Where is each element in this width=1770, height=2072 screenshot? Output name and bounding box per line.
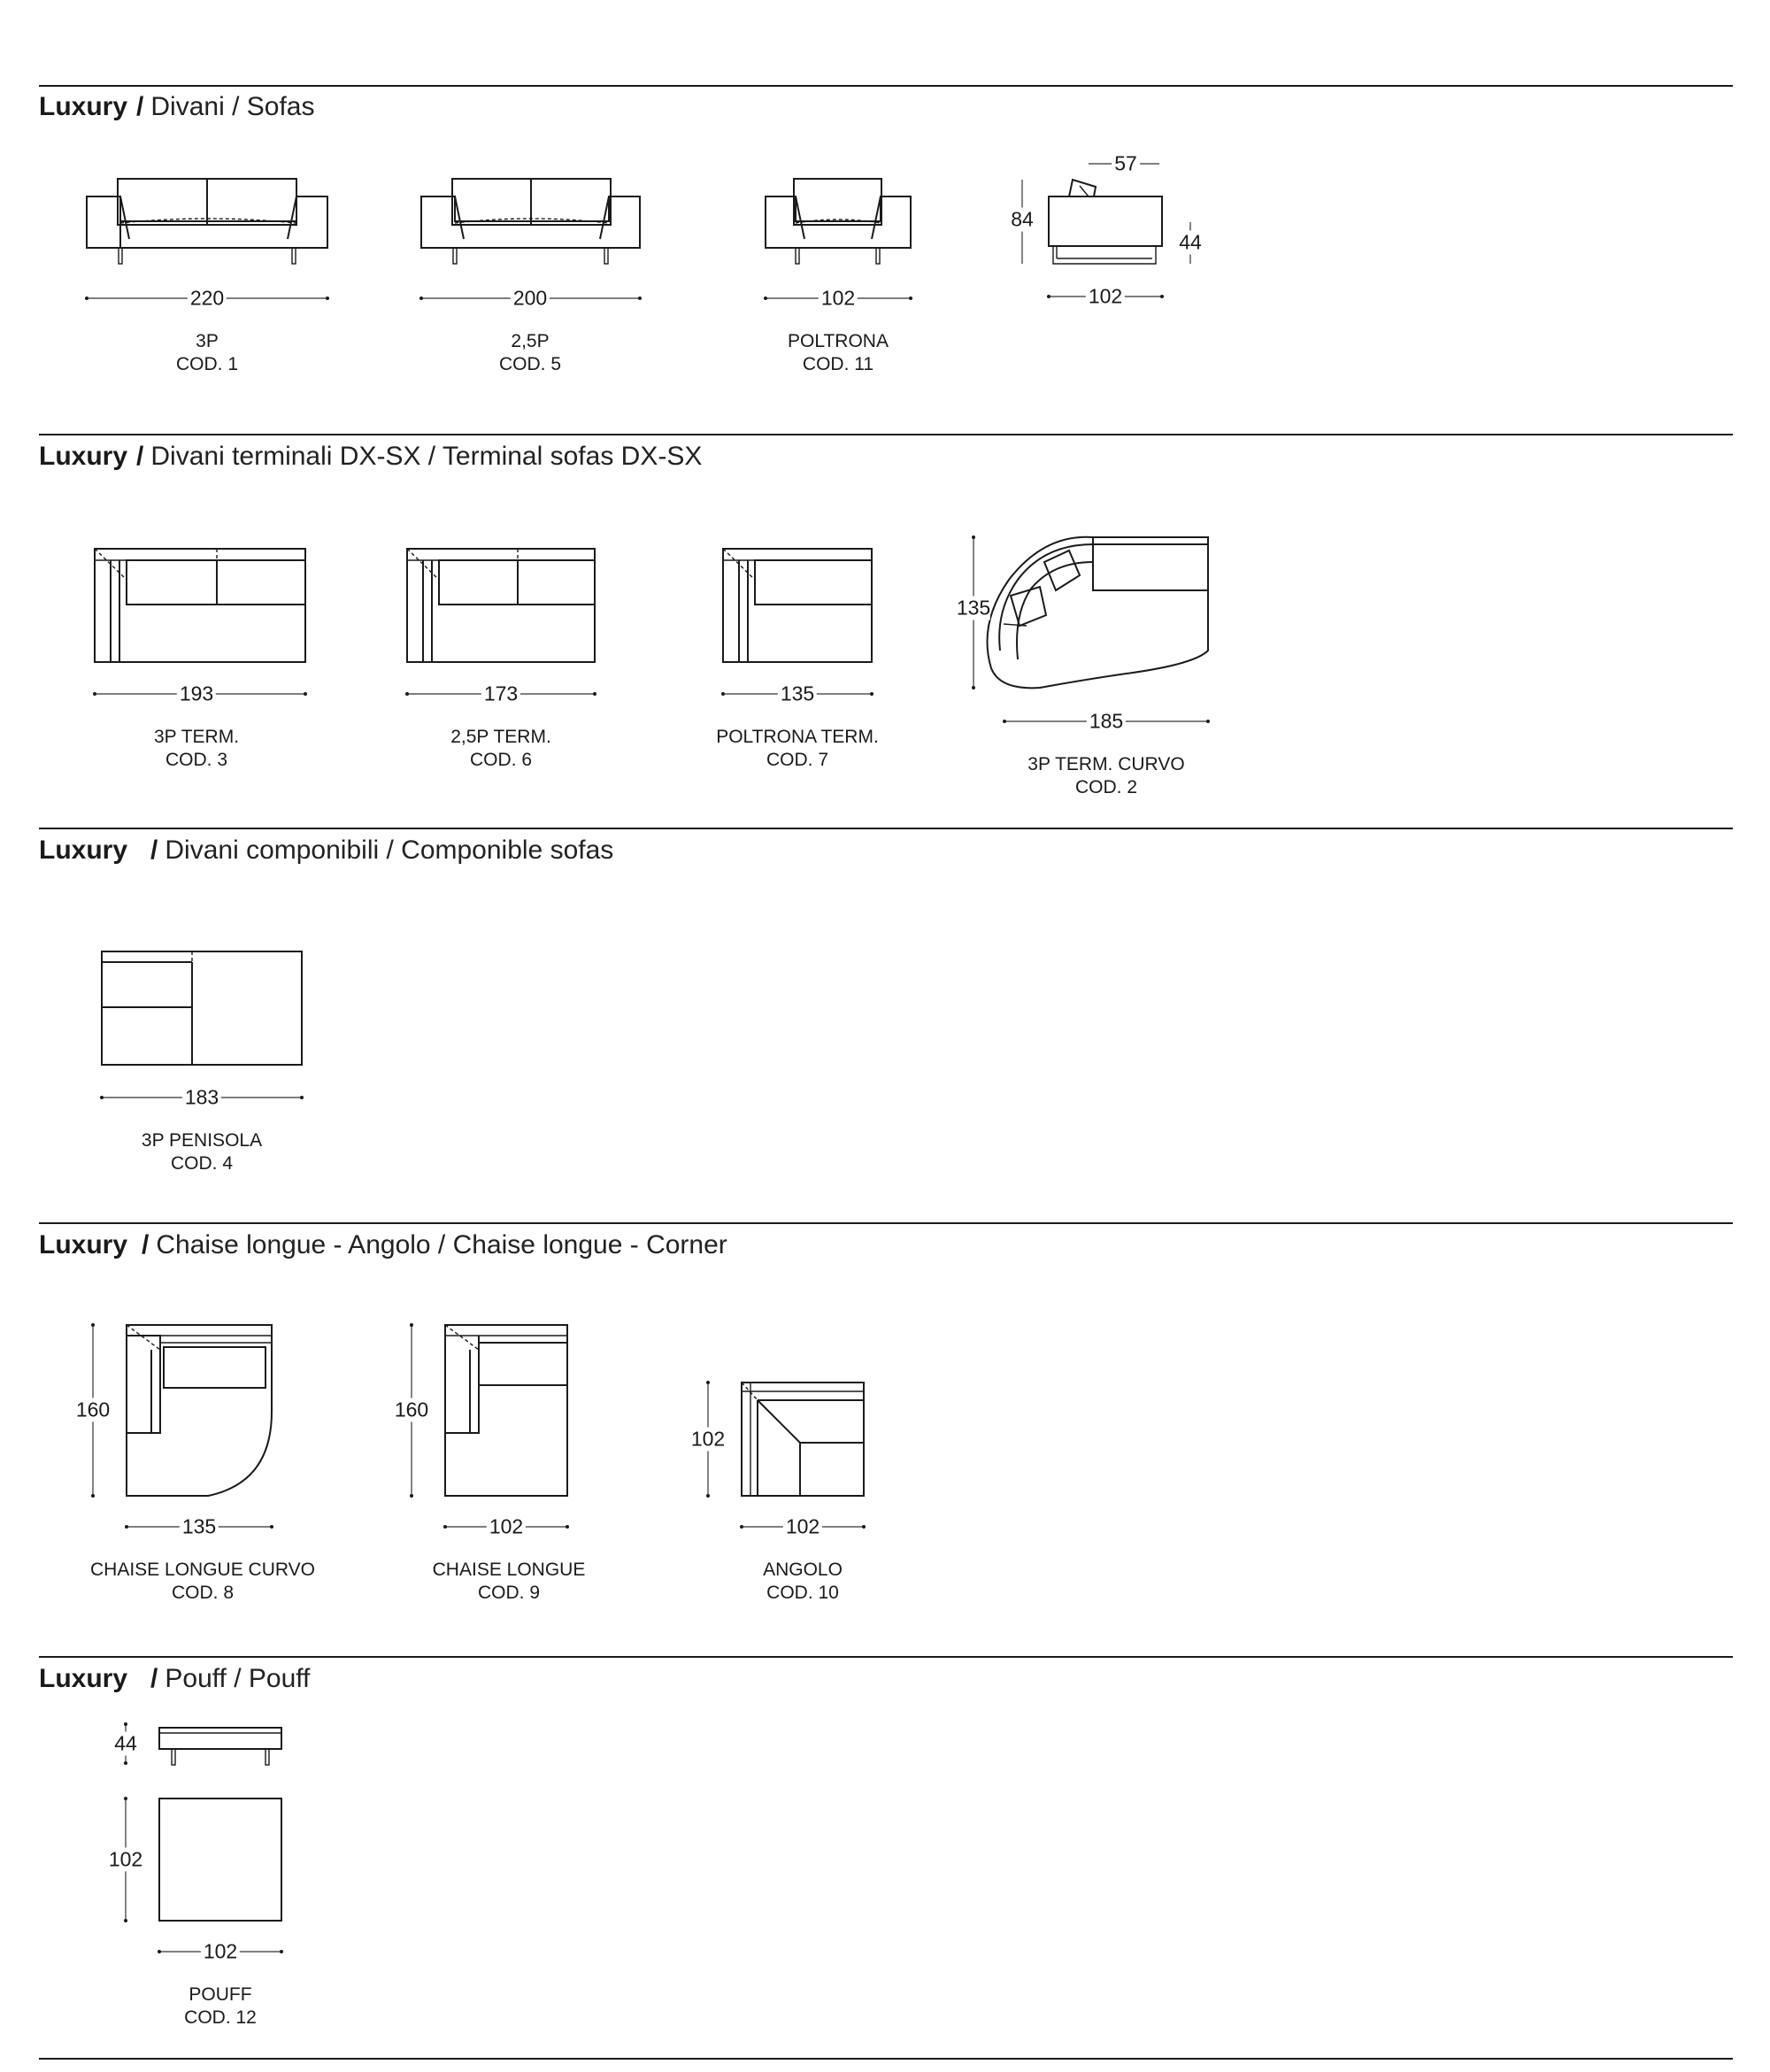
term-poltrona-width-dim: 135 — [778, 684, 817, 705]
section-rule-2 — [39, 434, 1733, 435]
sofa-25p-front-drawing — [414, 168, 653, 389]
chaise-plan-drawing — [394, 1314, 597, 1615]
chaise-width-dim: 102 — [487, 1517, 526, 1537]
chaise-curvo-label: CHAISE LONGUE CURVO COD. 8 — [90, 1560, 315, 1603]
term-25p-label: 2,5P TERM. COD. 6 — [450, 727, 551, 770]
heading-brand: Luxury — [39, 92, 128, 121]
section-heading-pouff: Luxury / Pouff / Pouff — [39, 1664, 311, 1693]
term-25p-plan-drawing — [396, 540, 627, 788]
pouff-drawing — [106, 1717, 319, 2053]
section-heading-componible: Luxury / Divani componibili / Componible sofas — [39, 836, 614, 865]
sofa-side-view-drawing — [1000, 146, 1230, 323]
penisola-label: 3P PENISOLA COD. 4 — [141, 1130, 263, 1174]
sofa-3p-width-dim: 220 — [188, 289, 227, 309]
term-curvo-width-dim: 185 — [1087, 712, 1126, 732]
section-rule-bottom — [39, 2058, 1733, 2060]
angolo-plan-drawing — [690, 1372, 894, 1620]
section-rule-3 — [39, 828, 1733, 829]
section-rule-4 — [39, 1222, 1733, 1224]
term-curvo-plan-drawing — [956, 527, 1221, 810]
term-curvo-label: 3P TERM. CURVO COD. 2 — [1027, 754, 1185, 797]
section-rule-5 — [39, 1656, 1733, 1658]
sofa-25p-width-dim: 200 — [511, 289, 550, 309]
sofa-3p-label: 3P COD. 1 — [175, 331, 239, 374]
chaise-curvo-depth-dim: 160 — [75, 1398, 111, 1421]
sofa-25p-label: 2,5P COD. 5 — [498, 331, 562, 374]
term-poltrona-label: POLTRONA TERM. COD. 7 — [716, 727, 879, 770]
penisola-width-dim: 183 — [182, 1088, 221, 1108]
pouff-depth-dim: 102 — [108, 1847, 143, 1871]
pouff-label: POUFF COD. 12 — [184, 1984, 257, 2028]
section-heading-terminal: Luxury / Divani terminali DX-SX / Terminal sofas DX-SX — [39, 442, 703, 471]
chaise-curvo-plan-drawing — [75, 1314, 341, 1615]
term-poltrona-plan-drawing — [712, 540, 916, 788]
term-3p-label: 3P TERM. COD. 3 — [153, 727, 240, 770]
angolo-label: ANGOLO COD. 10 — [763, 1560, 843, 1603]
angolo-width-dim: 102 — [783, 1517, 822, 1537]
poltrona-front-drawing — [757, 168, 934, 389]
heading-subtitle: Divani / Sofas — [150, 92, 315, 121]
sofa-3p-front-drawing — [80, 168, 336, 389]
section-heading-chaise: Luxury / Chaise longue - Angolo / Chaise longue - Corner — [39, 1230, 727, 1259]
section-heading-sofas: Luxury / Divani / Sofas — [39, 92, 315, 121]
section-rule-1 — [39, 85, 1733, 87]
term-25p-width-dim: 173 — [481, 684, 520, 705]
term-curvo-depth-dim: 135 — [956, 596, 991, 620]
pouff-width-dim: 102 — [201, 1942, 240, 1962]
side-height-dim: 84 — [1011, 207, 1034, 231]
pouff-height-dim: 44 — [114, 1731, 137, 1755]
chaise-curvo-width-dim: 135 — [180, 1517, 219, 1537]
side-depth-dim: 102 — [1086, 287, 1125, 307]
side-seat-depth-dim: 57 — [1112, 154, 1140, 174]
term-3p-plan-drawing — [84, 540, 332, 788]
chaise-label: CHAISE LONGUE COD. 9 — [432, 1560, 586, 1603]
angolo-depth-dim: 102 — [690, 1427, 726, 1451]
penisola-plan-drawing — [93, 943, 323, 1190]
poltrona-label: POLTRONA COD. 11 — [788, 331, 889, 374]
poltrona-width-dim: 102 — [819, 289, 858, 309]
chaise-depth-dim: 160 — [394, 1398, 429, 1421]
side-seat-height-dim: 44 — [1179, 230, 1202, 254]
term-3p-width-dim: 193 — [177, 684, 216, 705]
